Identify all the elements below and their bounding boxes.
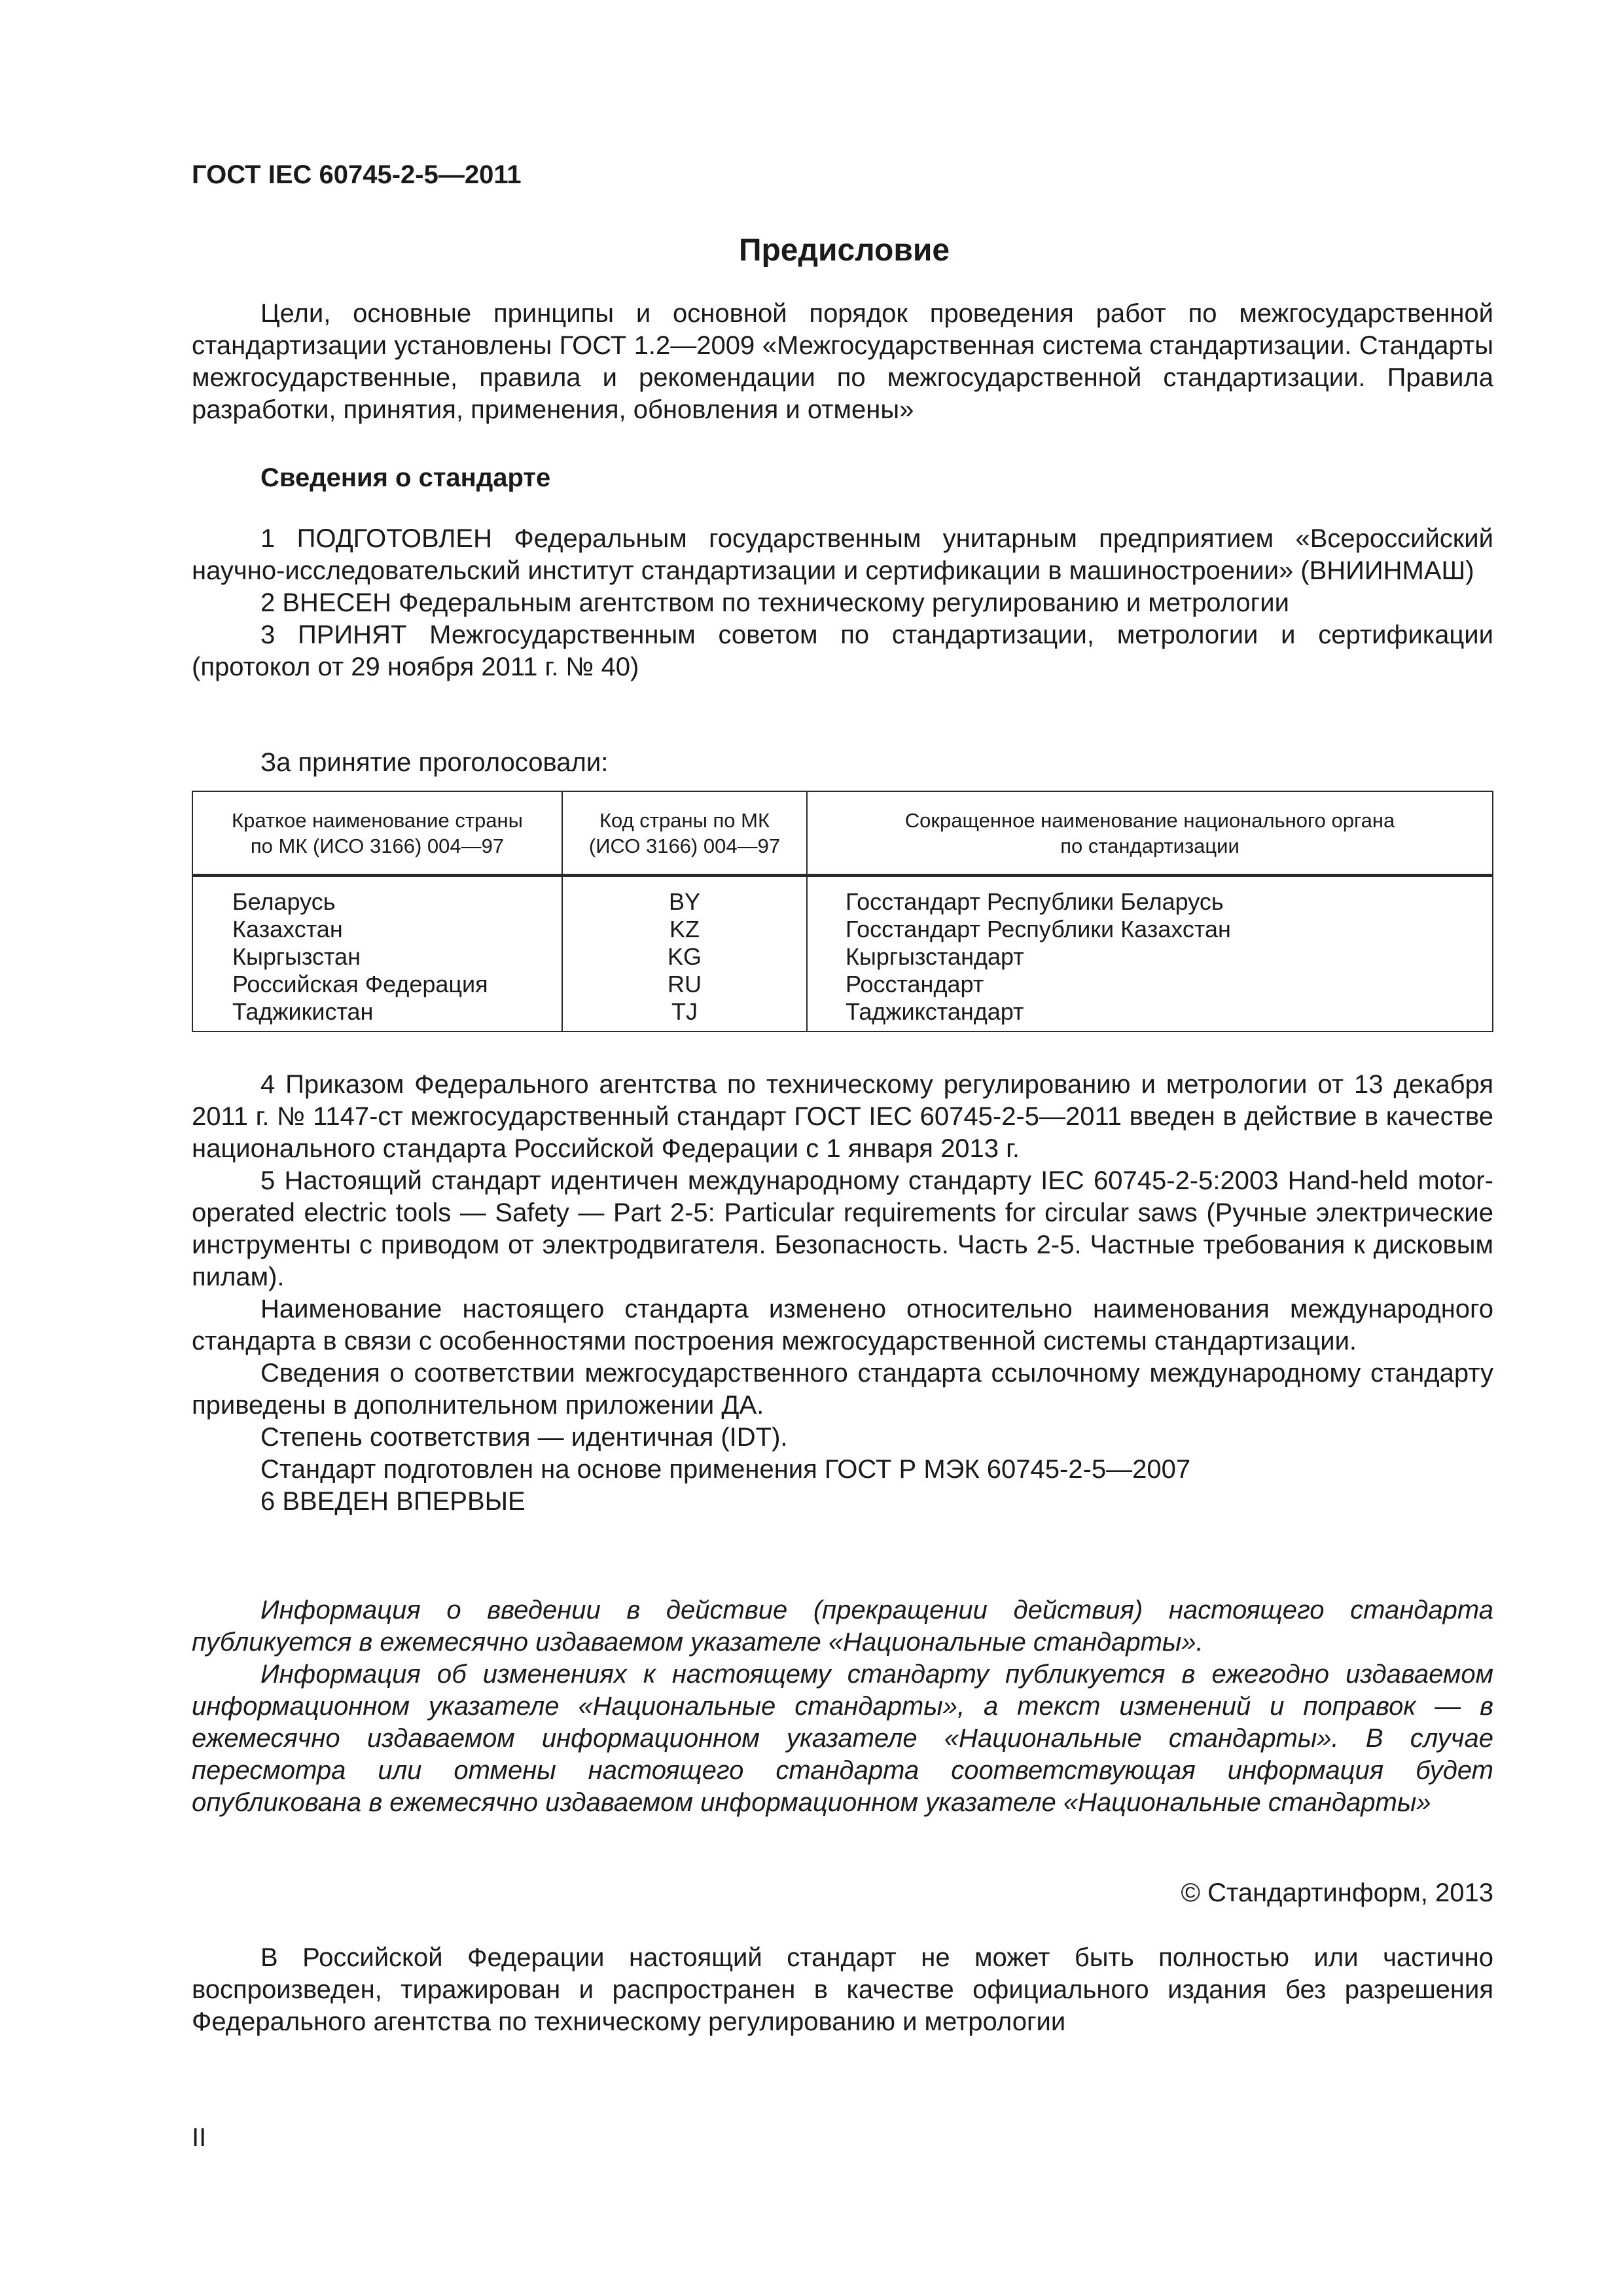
code-cell: KZ — [562, 916, 807, 943]
country-cell: Казахстан — [192, 916, 562, 943]
column-header-country: Краткое наименование страны по МК (ИСО 3166) 004—97 — [192, 791, 562, 876]
info-item: 5 Настоящий стандарт идентичен международному стандарту IEC 60745-2-5:2003 Hand-held motor-operated electric tools — Safety — Part 2-5: Particular requirements for circular saws (Ручные электрические инструменты с приводом от электродвигателя. Безопасность. Часть 2-5. Частные требования к дисковым пилам). — [192, 1166, 1493, 1291]
standard-info-list-continued — [192, 1069, 1493, 1518]
table-row — [192, 943, 1493, 971]
document-code: ГОСТ IEC 60745-2-5—2011 — [192, 160, 522, 189]
agency-cell: Росстандарт — [807, 971, 1493, 998]
code-cell: KG — [562, 943, 807, 971]
country-cell: Беларусь — [192, 876, 562, 916]
notice-paragraph: Информация об изменениях к настоящему стандарту публикуется в ежегодно издаваемом информационном указателе «Национальные стандарты», а текст изменений и поправок — в ежемесячно издаваемом информационном указателе «Национальные стандарты». В случае пересмотра или отмены настоящего стандарта соответствующая информация будет опубликована в ежемесячно издаваемом информационном указателе «Национальные стандарты» — [192, 1660, 1493, 1817]
rights-paragraph: В Российской Федерации настоящий стандарт не может быть полностью или частично воспроизведен, тиражирован и распространен в качестве официального издания без разрешения Федерального агентства по техническому регулированию и метрологии — [192, 1943, 1493, 2036]
column-header-agency: Сокращенное наименование национального органа по стандартизации — [807, 791, 1493, 876]
intro-paragraph: Цели, основные принципы и основной порядок проведения работ по межгосударственной стандартизации установлены ГОСТ 1.2—2009 «Межгосударственная система стандартизации. Стандарты межгосударственные, правила и рекомендации по межгосударственной стандартизации. Правила разработки, принятия, применения, обновления и отмены» — [192, 299, 1493, 424]
section-heading: Сведения о стандарте — [260, 463, 551, 492]
info-item: 2 ВНЕСЕН Федеральным агентством по техническому регулированию и метрологии — [260, 588, 1289, 617]
agency-cell: Госстандарт Республики Беларусь — [807, 876, 1493, 916]
copyright: © Стандартинформ, 2013 — [1181, 1878, 1493, 1907]
standard-info-list — [192, 523, 1493, 683]
country-cell: Российская Федерация — [192, 971, 562, 998]
foreword-intro — [192, 298, 1493, 426]
notice-paragraph: Информация о введении в действие (прекращении действия) настоящего стандарта публикуется в ежемесячно издаваемом указателе «Национальные стандарты». — [192, 1596, 1493, 1657]
rights-notice — [192, 1942, 1493, 2038]
info-item: Наименование настоящего стандарта изменено относительно наименования международного стандарта в связи с особенностями построения межгосударственной системы стандартизации. — [192, 1295, 1493, 1355]
info-item: Степень соответствия — идентичная (IDT). — [260, 1423, 788, 1452]
vote-intro: За принятие проголосовали: — [260, 748, 609, 777]
info-item: 1 ПОДГОТОВЛЕН Федеральным государственным унитарным предприятием «Всероссийский научно-исследовательский институт стандартизации и сертификации в машиностроении» (ВНИИНМАШ) — [192, 524, 1493, 585]
table-row — [192, 916, 1493, 943]
column-header-code: Код страны по МК (ИСО 3166) 004—97 — [562, 791, 807, 876]
table-header-row — [192, 791, 1493, 876]
code-cell: RU — [562, 971, 807, 998]
table-row — [192, 971, 1493, 998]
info-item: 3 ПРИНЯТ Межгосударственным советом по стандартизации, метрологии и сертификации (протокол от 29 ноября 2011 г. № 40) — [192, 620, 1493, 681]
agency-cell: Таджикстандарт — [807, 998, 1493, 1031]
agency-cell: Кыргызстандарт — [807, 943, 1493, 971]
info-item: Сведения о соответствии межгосударственного стандарта ссылочному международному стандарту приведены в дополнительном приложении ДА. — [192, 1359, 1493, 1420]
voting-table — [192, 791, 1493, 1032]
code-cell: BY — [562, 876, 807, 916]
info-item: 4 Приказом Федерального агентства по техническому регулированию и метрологии от 13 декабря 2011 г. № 1147-ст межгосударственный стандарт ГОСТ IEC 60745-2-5—2011 введен в действие в качестве национального стандарта Российской Федерации с 1 января 2013 г. — [192, 1070, 1493, 1163]
page-number: II — [192, 2123, 207, 2152]
publication-notice — [192, 1594, 1493, 1819]
code-cell: TJ — [562, 998, 807, 1031]
info-item: Стандарт подготовлен на основе применения ГОСТ Р МЭК 60745-2-5—2007 — [260, 1455, 1191, 1484]
agency-cell: Госстандарт Республики Казахстан — [807, 916, 1493, 943]
country-cell: Кыргызстан — [192, 943, 562, 971]
country-cell: Таджикистан — [192, 998, 562, 1031]
table-row — [192, 998, 1493, 1031]
table-row — [192, 876, 1493, 916]
info-item: 6 ВВЕДЕН ВПЕРВЫЕ — [260, 1487, 526, 1516]
page-title: Предисловие — [738, 233, 950, 268]
